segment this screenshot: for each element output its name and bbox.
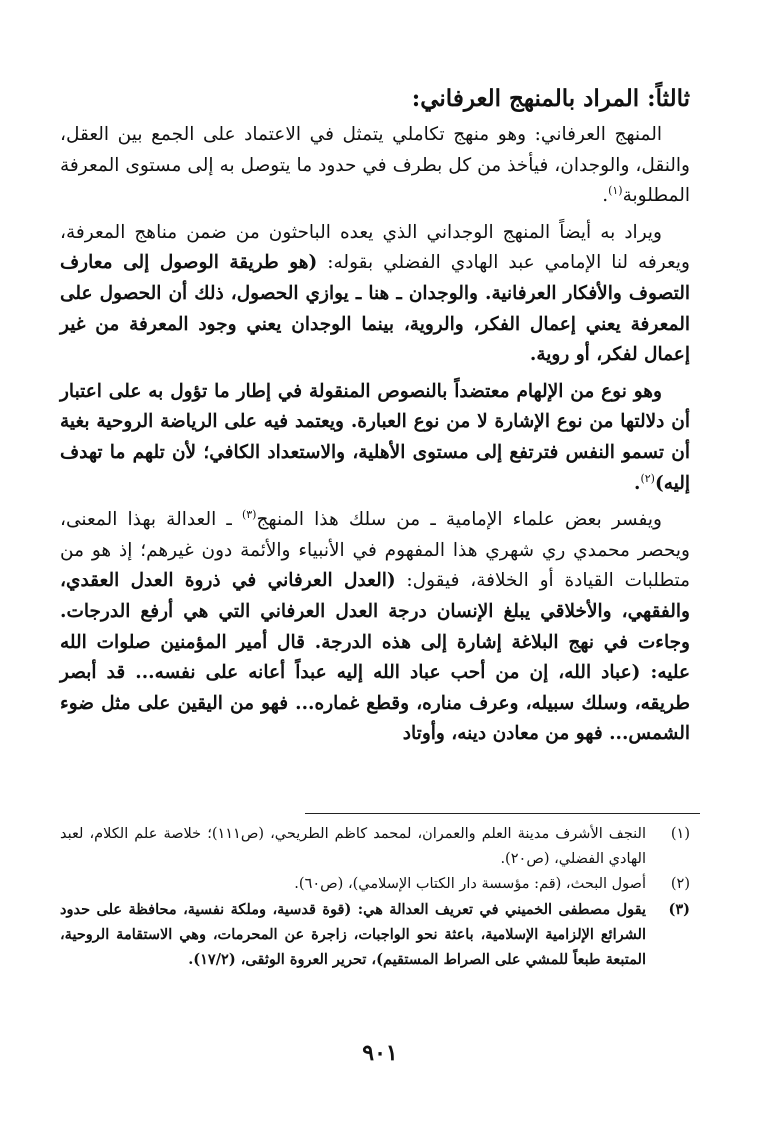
section-heading: ثالثاً: المراد بالمنهج العرفاني: [411, 85, 690, 112]
quote-bold: وهو نوع من الإلهام معتضداً بالنصوص المنقولة في إطار ما تؤول به على اعتبار أن دلالتها من نوع الإشارة لا من نوع العبارة. ويعتمد فيه على الرياضة الروحية بغية أن تسمو النفس فترتفع إلى مستوى الأهلية، والاستعداد الكافي؛ لأن تلهم ما تهدف إليه) [60, 380, 690, 494]
footnotes [60, 822, 690, 972]
footnote-ref-1[interactable]: (١) [608, 184, 623, 198]
footnote-number: (٣) [668, 901, 690, 918]
footnote-ref-3[interactable]: (٣) [241, 507, 257, 521]
paragraph-2: ويراد به أيضاً المنهج الوجداني الذي يعده الباحثون من ضمن مناهج المعرفة، ويعرفه لنا الإمامي عبد الهادي الفضلي بقوله: (هو طريقة الوصول إلى معارف التصوف والأفكار العرفانية. والوجدان ـ هنا ـ يوازي الحصول، ذلك أن الحصول على المعرفة يعني إعمال الفكر، والروية، بينما الوجدان يعني وجود المعرفة من غير إعمال لفكر، أو روية. [60, 221, 690, 366]
footnote-text: أصول البحث، (قم: مؤسسة دار الكتاب الإسلامي)، (ص٦٠). [294, 876, 646, 892]
footnote-1 [60, 822, 690, 872]
footnote-number: (١) [670, 826, 690, 842]
quote-bold: (هو طريقة الوصول إلى معارف التصوف والأفكار العرفانية. والوجدان ـ هنا ـ يوازي الحصول، ذلك أن الحصول على المعرفة يعني إعمال الفكر، والروية، بينما الوجدان يعني وجود المعرفة من غير إعمال لفكر، أو روية. [60, 252, 690, 366]
footnote-ref-2[interactable]: (٢) [640, 471, 655, 485]
footnote-separator [305, 813, 700, 814]
paragraph-4: ويفسر بعض علماء الإمامية ـ من سلك هذا المنهج$^{(٣)}$ ـ العدالة بهذا المعنى، ويحصر محمدي ري شهري هذا المفهوم في الأنبياء والأئمة دون غيرهم؛ إذ هو من متطلبات القيادة أو الخلافة، فيقول: (العدل العرفاني في ذروة العدل العقدي، والفقهي، والأخلاقي يبلغ الإنسان درجة العدل العرفاني التي هي أرفع الدرجات. وجاءت في نهج البلاغة إشارة إلى هذه الدرجة. قال أمير المؤمنين صلوات الله عليه: (عباد الله، إن من أحب عباد الله إليه عبداً أعانه على نفسه... قد أبصر طريقه، وسلك سبيله، وعرف مناره، وقطع غماره... فهو من اليقين على مثل ضوء الشمس... فهو من معادن دينه، وأوتاد [60, 507, 690, 745]
footnote-text: يقول مصطفى الخميني في تعريف العدالة هي: (قوة قدسية، وملكة نفسية، محافظة على حدود الشرائع الإلزامية الإسلامية، باعثة نحو الواجبات، زاجرة عن المحرمات، وهي الاستقامة الروحية، المتبعة طبعاً للمشي على الصراط المستقيم)، تحرير العروة الوثقى، (١٧/٢). [60, 901, 646, 968]
paragraph-3: وهو نوع من الإلهام معتضداً بالنصوص المنقولة في إطار ما تؤول به على اعتبار أن دلالتها من نوع الإشارة لا من نوع العبارة. ويعتمد فيه على الرياضة الروحية بغية أن تسمو النفس فترتفع إلى مستوى الأهلية، والاستعداد الكافي؛ لأن تلهم ما تهدف إليه)$^{(٢)}$. [60, 380, 690, 494]
page-number: ٩٠١ [362, 1040, 398, 1066]
paragraph-1: المنهج العرفاني: وهو منهج تكاملي يتمثل في الاعتماد على الجمع بين العقل، والنقل، والوجدان، فيأخذ من كل بطرف في حدود ما يتوصل به إلى مستوى المعرفة المطلوبة$^{(١)}$. [60, 124, 690, 207]
footnote-number: (٢) [670, 876, 690, 892]
footnote-3 [60, 897, 690, 972]
quote-bold: (العدل العرفاني في ذروة العدل العقدي، والفقهي، والأخلاقي يبلغ الإنسان درجة العدل العرفاني التي هي أرفع الدرجات. وجاءت في نهج البلاغة إشارة إلى هذه الدرجة. قال أمير المؤمنين صلوات الله عليه: (عباد الله، إن من أحب عباد الله إليه عبداً أعانه على نفسه... قد أبصر طريقه، وسلك سبيله، وعرف مناره، وقطع غماره... فهو من اليقين على مثل ضوء الشمس... فهو من معادن دينه، وأوتاد [60, 570, 690, 745]
body-text [60, 120, 690, 756]
footnote-text: النجف الأشرف مدينة العلم والعمران، لمحمد كاظم الطريحي، (ص١١١)؛ خلاصة علم الكلام، لعبد الهادي الفضلي، (ص٢٠). [60, 826, 647, 867]
footnote-2 [60, 872, 690, 897]
